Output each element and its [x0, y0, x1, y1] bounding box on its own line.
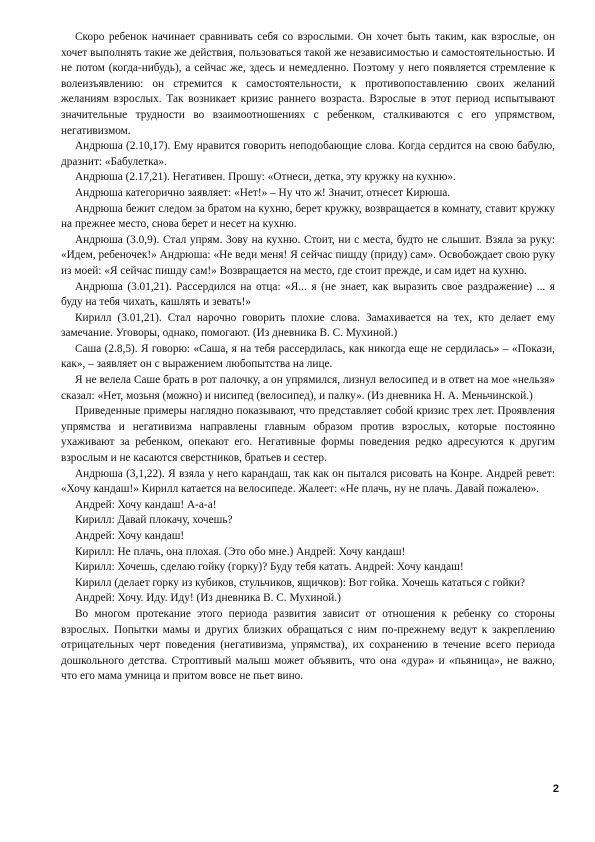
paragraph: Андрей: Хочу кандаш! [75, 530, 185, 542]
paragraph: Андрей: Хочу кандаш! А-а-а! [75, 498, 217, 511]
paragraph: Андрюша (3,1,22). Я взяла у него карандаш, так как он пытался рисовать на Конре. Андрей ревет: «Хочу кандаш!» Кирилл катается на велосипеде. Жалеет: «Не плачь, ну не плачь. Давай пожалею». [61, 467, 555, 496]
paragraph: Скоро ребенок начинает сравнивать себя со взрослыми. Он хочет быть таким, как взрослые, он хочет выполнять такие же действия, пользоваться такой же независимостью и самостоятельностью. И не потом (когда-нибудь), а сейчас же, здесь и немедленно. Поэтому у него появляется стремление к волеизъявлению: он стремится к самостоятельности, к противопоставлению своих желаний желаниям взрослых. Так возникает кризис раннего возраста. Взрослые в этот период испытывают значительные трудности во взаимоотношениях с ребенком, сталкиваются с его упрямством, негативизмом. [61, 31, 555, 137]
paragraph: Андрюша (3.01,21). Рассердился на отца: «Я... я (не знает, как выразить свое раздражение) ... я буду на тебя чихать, кашлять и зевать!» [61, 280, 555, 309]
page-number: 2 [552, 783, 559, 795]
paragraph: Андрюша (3.0,9). Стал упрям. Зову на кухню. Стоит, ни с места, будто не слышит. Взяла за руку: «Идем, ребеночек!» Андрюша: «Не веди меня! Я сейчас пишду (приду) сам». Освобождает свою руку из моей: «Я сейчас пишду сам!» Возвращается на место, где стоит прежде, и сам идет на кухню. [61, 233, 555, 277]
paragraph: Кирилл: Не плачь, она плохая. (Это обо мне.) Андрей: Хочу кандаш! [75, 545, 406, 558]
paragraph: Кирилл: Давай плокачу, хочешь? [75, 514, 233, 527]
paragraph: Во многом протекание этого периода развития зависит от отношения к ребенку со стороны взрослых. Попытки мамы и других близких обращаться с ним по-прежнему ведут к закреплению отрицательных черт поведения (негативизма, упрямства), их сохранению в течение всего периода дошкольного детства. Строптивый малыш может объявить, что она «дура» и «пьяница», не важно, что его мама умница и притом вовсе не пьет вино. [61, 607, 555, 683]
paragraph: Андрюша бежит следом за братом на кухню, берет кружку, возвращается в комнату, ставит кружку на прежнее место, снова берет и несет на кухню. [61, 202, 555, 231]
paragraph: Андрюша (2.10,17). Ему нравится говорить неподобающие слова. Когда сердится на свою бабулю, дразнит: «Бабулетка». [61, 140, 555, 168]
paragraph: Андрюша (2.17,21). Негативен. Прошу: «Отнеси, детка, эту кружку на кухню». [75, 171, 456, 184]
paragraph: Андрей: Хочу. Иду. Иду! (Из дневника В. С. Мухиной.) [75, 592, 341, 605]
paragraph: Саша (2.8,5). Я говорю: «Саша, я на тебя рассердилась, как никогда еще не сердилась» – «Покази, как», – заявляет он с выражением любопытства на лице. [61, 342, 555, 371]
paragraph: Кирилл: Хочешь, сделаю гойку (горку)? Буду тебя катать. Андрей: Хочу кандаш! [75, 561, 464, 574]
document-page [61, 30, 555, 685]
paragraph: Я не велела Саше брать в рот палочку, а он упрямился, лизнул велосипед и в ответ на мое «нельзя» сказал: «Нет, мозьня (можно) и нисипед (велосипед), и палку». (Из дневника Н. А. Меньчинской.) [61, 374, 555, 402]
document-body [61, 30, 555, 685]
paragraph: Приведенные примеры наглядно показывают, что представляет собой кризис трех лет. Проявления упрямства и негативизма направлены главным образом против взрослых, которые постоянно ухаживают за ребенком, опекают его. Негативные формы поведения редко адресуются к другим взрослым и не касаются сверстников, братьев и сестер. [61, 405, 555, 465]
paragraph: Кирилл (3.01,21). Стал нарочно говорить плохие слова. Замахивается на тех, кто делает ему замечание. Уговоры, однако, помогают. (Из дневника В. С. Мухиной.) [61, 311, 555, 340]
paragraph: Кирилл (делает горку из кубиков, стульчиков, ящичков): Вот гойка. Хочешь кататься с гойки? [75, 576, 526, 589]
paragraph: Андрюша категорично заявляет: «Нет!» – Ну что ж! Значит, отнесет Кирюша. [75, 186, 451, 199]
